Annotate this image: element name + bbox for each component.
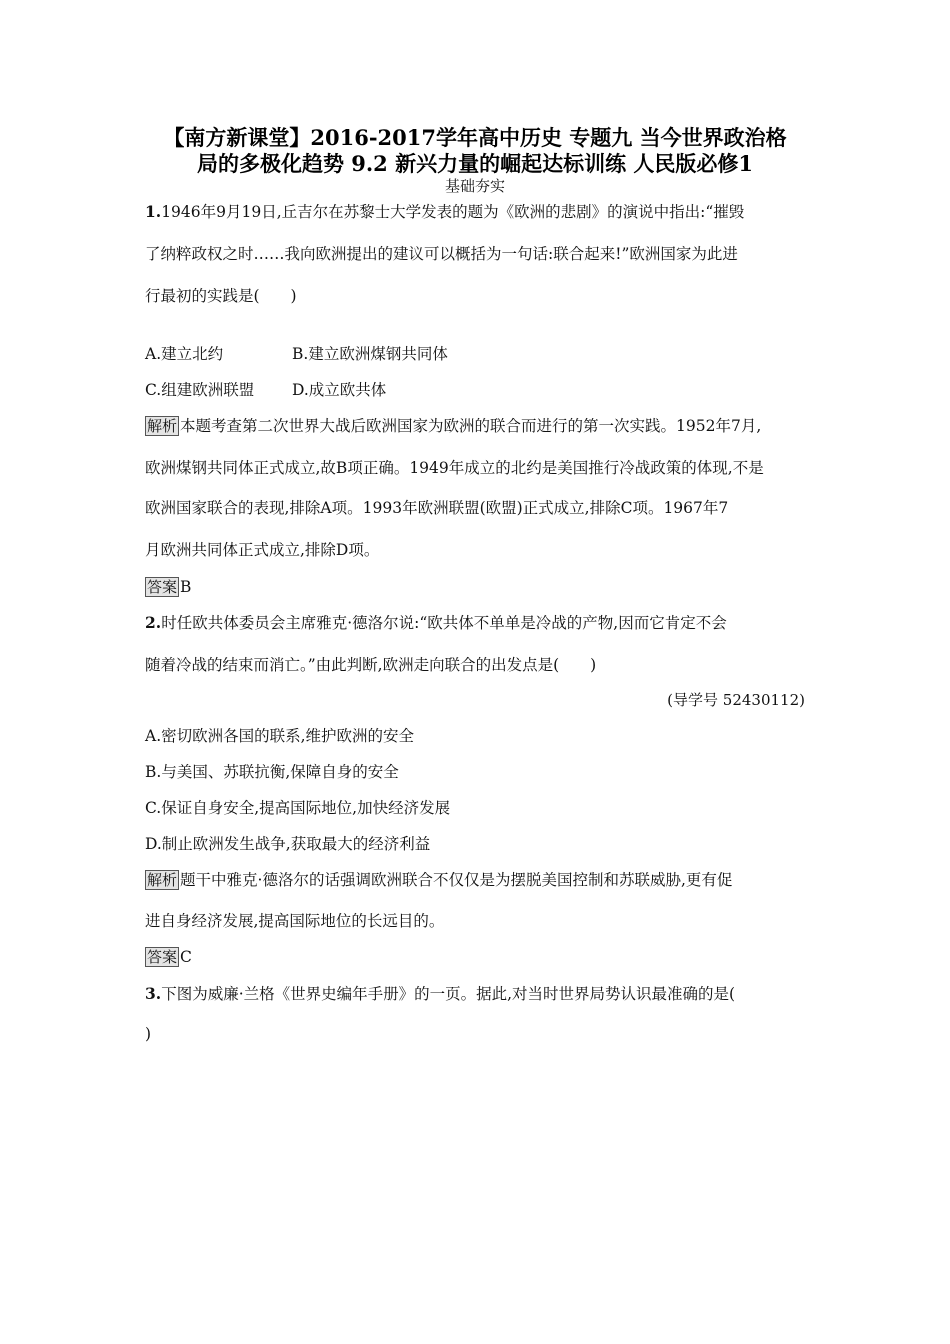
q2-stem-text1: 时任欧共体委员会主席雅克·德洛尔说:“欧共体不单单是冷战的产物,因而它肯定不会 (161, 614, 727, 632)
q1-analysis-line2: 欧洲煤钢共同体正式成立,故B项正确。1949年成立的北约是美国推行冷战政策的体现,不是 (145, 459, 764, 477)
q1-option-c: C.组建欧洲联盟 (145, 381, 255, 399)
q1-answer (145, 576, 191, 598)
q2-stem-line1 (145, 612, 727, 634)
q3-stem-text1: 下图为威廉·兰格《世界史编年手册》的一页。据此,对当时世界局势认识最准确的是( (161, 985, 736, 1003)
q1-option-a: A.建立北约 (145, 345, 224, 363)
q1-analysis-line3: 欧洲国家联合的表现,排除A项。1993年欧洲联盟(欧盟)正式成立,排除C项。1967年7 (145, 499, 729, 517)
section-heading: 基础夯实 (444, 177, 505, 195)
q2-analysis-line1 (145, 869, 732, 891)
q1-analysis-text1: 本题考查第二次世界大战后欧洲国家为欧洲的联合而进行的第一次实践。1952年7月, (180, 417, 762, 435)
q1-stem-line1 (145, 201, 744, 223)
document-title-line1: 【南方新课堂】2016-2017学年高中历史 专题九 当今世界政治格 (163, 125, 787, 150)
q2-stem-line2: 随着冷战的结束而消亡。”由此判断,欧洲走向联合的出发点是( ) (145, 656, 597, 674)
q3-stem-line1 (145, 983, 735, 1005)
q2-option-b: B.与美国、苏联抗衡,保障自身的安全 (145, 763, 399, 781)
q2-analysis-line2: 进自身经济发展,提高国际地位的长远目的。 (145, 912, 445, 930)
q1-options-row2 (145, 379, 805, 401)
q1-stem-text1: 1946年9月19日,丘吉尔在苏黎士大学发表的题为《欧洲的悲剧》的演说中指出:“摧毁 (161, 203, 745, 221)
q2-analysis-text1: 题干中雅克·德洛尔的话强调欧洲联合不仅仅是为摆脱美国控制和苏联威胁,更有促 (180, 871, 733, 889)
q2-guide-number: (导学号 52430112) (667, 691, 805, 709)
q2-analysis-tag: 解析 (147, 871, 178, 889)
document-title-line2: 局的多极化趋势 9.2 新兴力量的崛起达标训练 人民版必修1 (196, 151, 754, 176)
q2-answer (145, 946, 192, 968)
q1-stem-line2: 了纳粹政权之时……我向欧洲提出的建议可以概括为一句话:联合起来!”欧洲国家为此进 (145, 245, 738, 263)
q2-option-a: A.密切欧洲各国的联系,维护欧洲的安全 (145, 727, 415, 745)
q3-stem-line2: ) (145, 1025, 152, 1043)
q2-option-d: D.制止欧洲发生战争,获取最大的经济利益 (145, 835, 431, 853)
q1-analysis-tag: 解析 (147, 417, 178, 435)
q2-answer-tag: 答案 (147, 948, 178, 966)
q1-analysis-line4: 月欧洲共同体正式成立,排除D项。 (145, 541, 380, 559)
q3-number: 3. (145, 984, 162, 1003)
q1-stem-line3: 行最初的实践是( ) (145, 287, 297, 305)
q1-number: 1. (145, 202, 162, 221)
q2-answer-value: C (180, 948, 192, 966)
q1-answer-value: B (180, 578, 192, 596)
q1-answer-tag: 答案 (147, 578, 178, 596)
q2-option-c: C.保证自身安全,提高国际地位,加快经济发展 (145, 799, 451, 817)
q1-options-row1 (145, 343, 805, 365)
q1-analysis-line1 (145, 415, 761, 437)
q2-number: 2. (145, 613, 162, 632)
q1-option-d: D.成立欧共体 (292, 381, 387, 399)
q1-option-b: B.建立欧洲煤钢共同体 (292, 345, 448, 363)
